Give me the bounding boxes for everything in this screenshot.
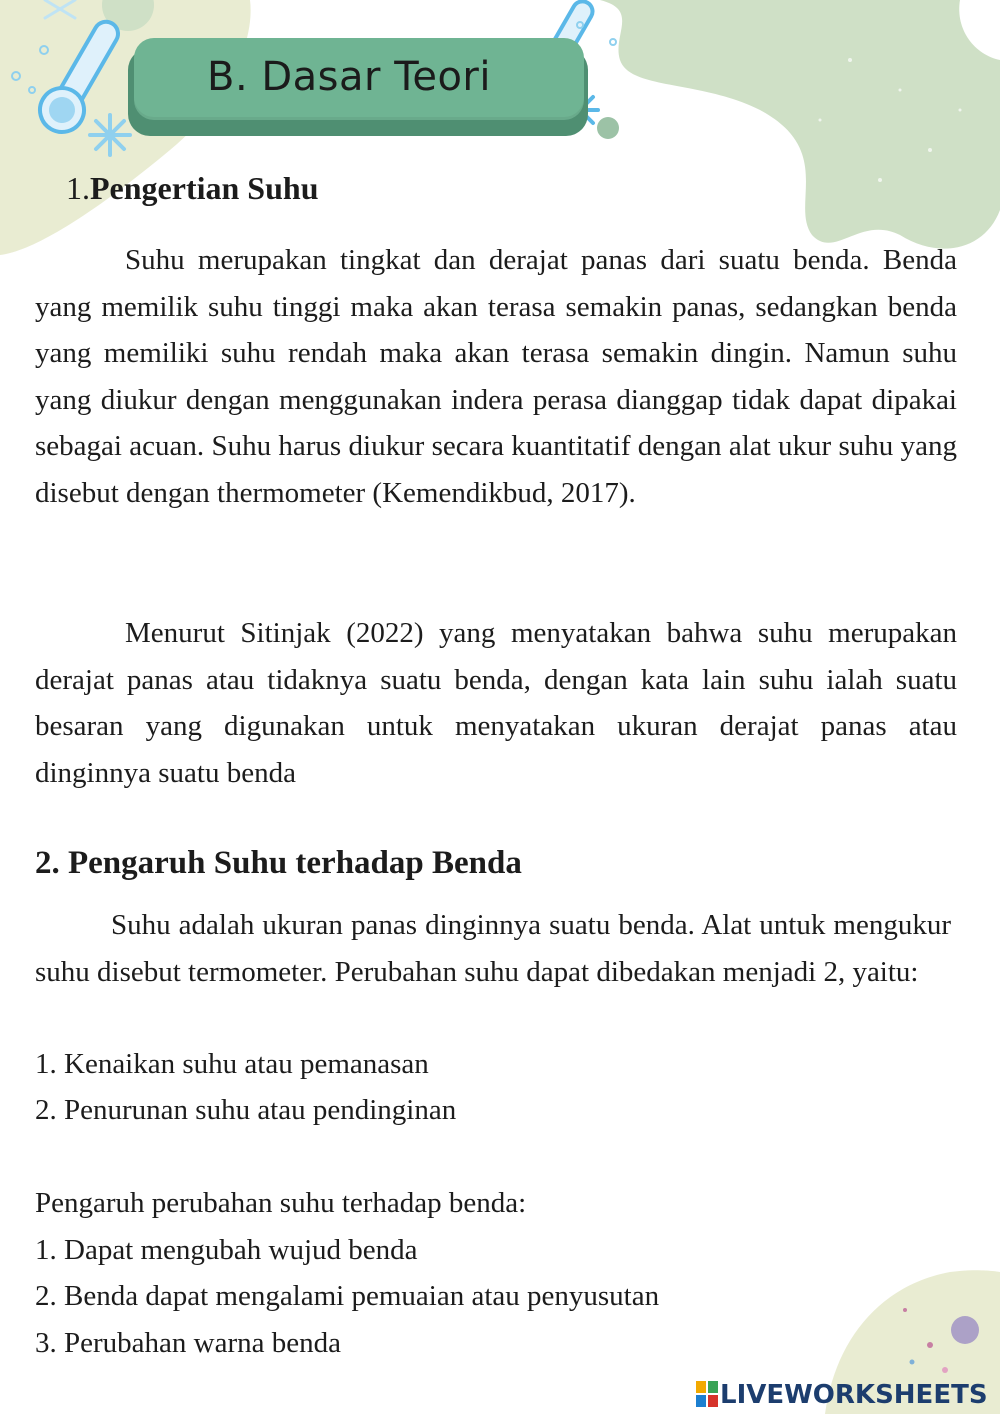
section2-paragraph-text: Suhu adalah ukuran panas dinginnya suatu benda. Alat untuk mengukur suhu disebut termometer. Perubahan suhu dapat dibedakan menjadi 2, yaitu: bbox=[35, 909, 951, 988]
logo-text: LIVEWORKSHEETS bbox=[720, 1380, 988, 1410]
logo-icon bbox=[696, 1381, 718, 1407]
section1-paragraph1-text: Suhu merupakan tingkat dan derajat panas dari suatu benda. Benda yang memilik suhu tinggi maka akan terasa semakin panas, sedangkan benda yang memiliki suhu rendah maka akan terasa semakin dingin. Namun suhu yang diukur dengan menggunakan indera perasa dianggap tidak dapat dipakai sebagai acuan. Suhu harus diukur secara kuantitatif dengan alat ukur suhu yang disebut dengan thermometer (Kemendikbud, 2017). bbox=[35, 244, 957, 509]
liveworksheets-logo[interactable] bbox=[696, 1378, 988, 1412]
list-item: 3. Perubahan warna benda bbox=[35, 1327, 341, 1359]
section1-heading bbox=[66, 166, 318, 210]
title-banner bbox=[128, 38, 588, 136]
blob-top-right bbox=[600, 0, 1000, 249]
section1-paragraph1 bbox=[35, 237, 957, 516]
list-item: 2. Penurunan suhu atau pendinginan bbox=[35, 1094, 457, 1126]
snowflake-icon bbox=[90, 115, 130, 155]
list-item: 1. Dapat mengubah wujud benda bbox=[35, 1234, 418, 1266]
section1-paragraph2 bbox=[35, 610, 957, 796]
section1-number: 1. bbox=[66, 170, 90, 206]
section2-paragraph bbox=[35, 902, 951, 995]
list-item: 1. Kenaikan suhu atau pemanasan bbox=[35, 1048, 429, 1080]
section2-heading: 2. Pengaruh Suhu terhadap Benda bbox=[35, 845, 522, 881]
section1-paragraph2-text: Menurut Sitinjak (2022) yang menyatakan bahwa suhu merupakan derajat panas atau tidaknya suatu benda, dengan kata lain suhu ialah suatu besaran yang digunakan untuk menyatakan ukuran derajat panas atau dinginnya suatu benda bbox=[35, 617, 957, 789]
banner-face bbox=[134, 38, 584, 120]
section1-title: Pengertian Suhu bbox=[90, 170, 319, 206]
page-title: B. Dasar Teori bbox=[207, 54, 491, 100]
effects-heading: Pengaruh perubahan suhu terhadap benda: bbox=[35, 1187, 527, 1219]
list-item: 2. Benda dapat mengalami pemuaian atau penyusutan bbox=[35, 1280, 660, 1312]
